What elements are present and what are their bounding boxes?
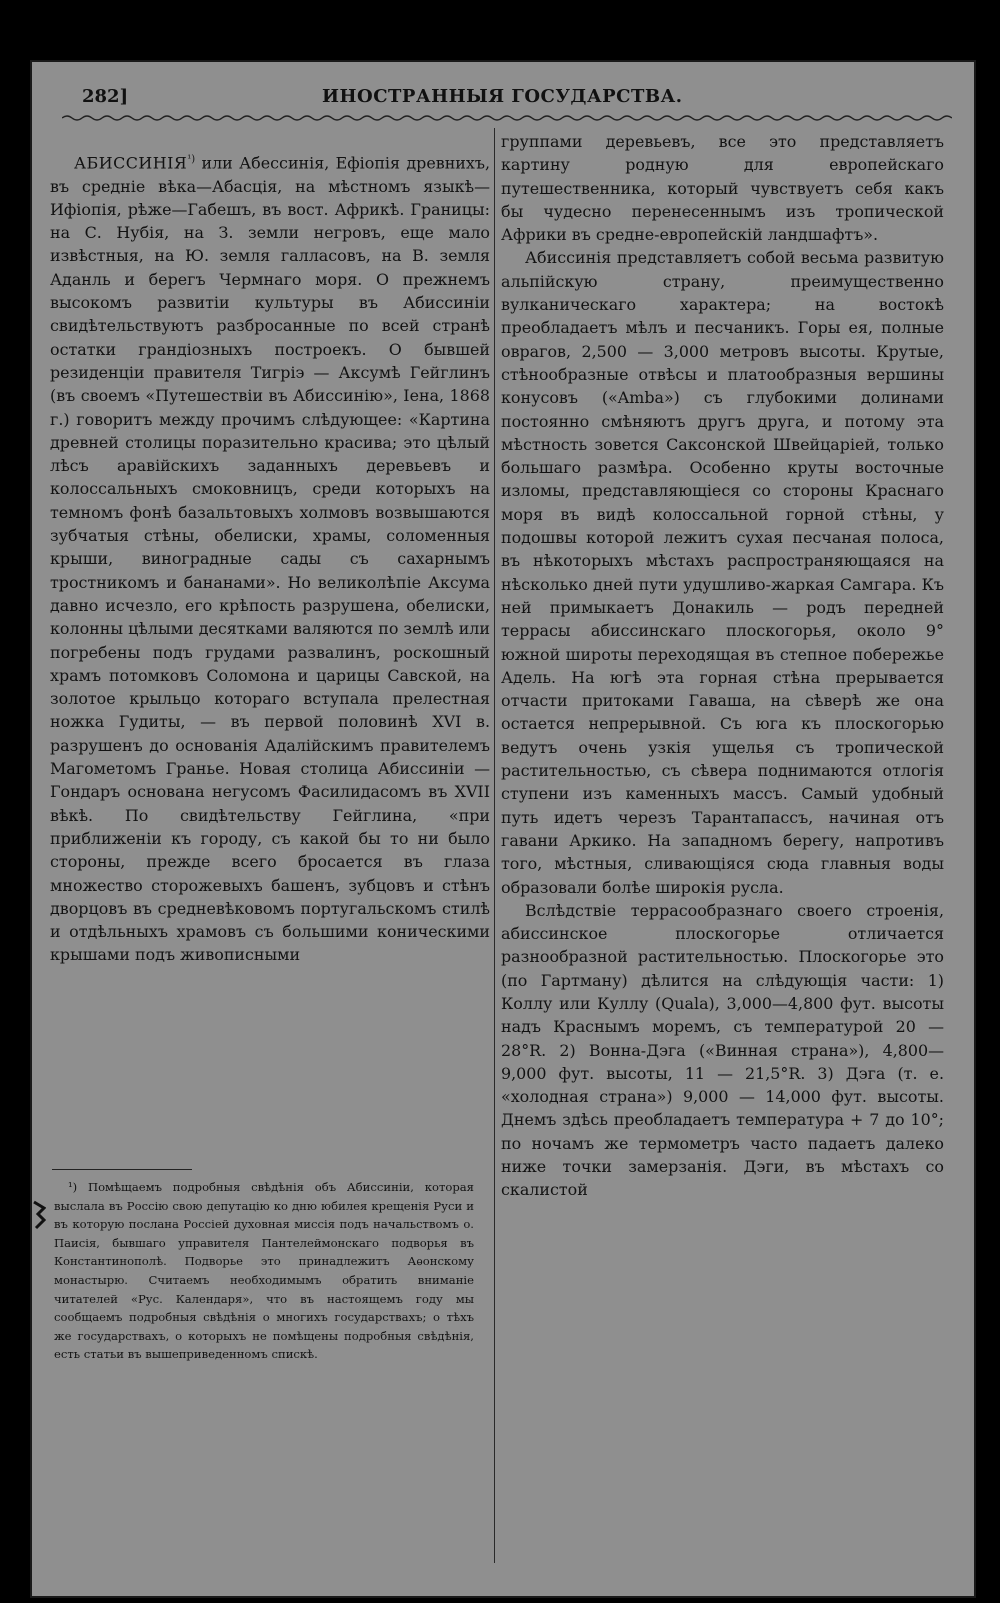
book-page (30, 60, 976, 1598)
article-paragraph (50, 148, 490, 967)
footnote-text: ¹) Помѣщаемъ подробныя свѣдѣнія объ Абиссиніи, которая выслала въ Россію свою депутацію ко дню юбилея крещенія Руси и въ которую послана Россіей духовная миссія подъ начальствомъ о. Паисія, бывшаго управителя Пантелеймонскаго подворья въ Константинополѣ. Подворье это принадлежитъ Аѳонскому монастырю. Считаемъ необходимымъ обратить вниманіе читателей «Рус. Календаря», что въ настоящемъ году мы сообщаемъ подробныя свѣдѣнія о многихъ государствахъ; о тѣхъ же государствахъ, о которыхъ не помѣщены подробныя свѣдѣнія, есть статьи въ вышеприведенномъ спискѣ. (54, 1180, 474, 1362)
running-title: ИНОСТРАННЫЯ ГОСУДАРСТВА. (322, 86, 683, 107)
column-divider (494, 128, 495, 1563)
footnote-ref[interactable]: ¹) (187, 154, 196, 165)
footnote-rule (52, 1169, 192, 1170)
article-text: или Абессинія, Ефіопія древнихъ, въ средніе вѣка—Абасція, на мѣстномъ языкѣ—Ифіопія, рѣже—Габешъ, въ вост. Африкѣ. Границы: на С. Нубія, на З. земли негровъ, еще мало извѣстныя, на Ю. земля галласовъ, на В. земля Аданль и берегъ Чермнаго моря. О прежнемъ высокомъ развитіи культуры въ Абиссиніи свидѣтельствуютъ разбросанные по всей странѣ остатки грандіозныхъ построекъ. О бывшей резиденціи правителя Тигріэ — Аксумѣ Гейглинъ (въ своемъ «Путешествіи въ Абиссинію», Іена, 1868 г.) говоритъ между прочимъ слѣдующее: «Картина древней столицы поразительно красива; это цѣлый лѣсъ аравійскихъ заданныхъ деревьевъ и колоссальныхъ смоковницъ, среди которыхъ на темномъ фонѣ базальтовыхъ холмовъ возвышаются зубчатыя стѣны, обелиски, храмы, соломенныя крыши, виноградные сады съ сахарнымъ тростникомъ и бананами». Но великолѣпіе Аксума давно исчезло, его крѣпость разрушена, обелиски, колонны цѣлыми десятками валяются по землѣ или погребены подъ грудами развалинъ, роскошный храмъ потомковъ Соломона и царицы Савской, на золотое крыльцо котораго вступала прелестная ножка Гудиты, — въ первой половинѣ XVI в. разрушенъ до основанія Адалійскимъ правителемъ Магометомъ Гранье. Новая столица Абиссиніи — Гондаръ основана негусомъ Фасилидасомъ въ XVII вѣкѣ. По свидѣтельству Гейглина, «при приближеніи къ городу, съ какой бы то ни было стороны, прежде всего бросается въ глаза множество сторожевыхъ башенъ, зубцовъ и стѣнъ дворцовъ въ средневѣковомъ португальскомъ стилѣ и отдѣльныхъ храмовъ съ большими коническими крышами подъ живописными (50, 153, 490, 965)
paragraph-vegetation: Вслѣдствіе террасообразнаго своего строенія, абиссинское плоскогорье отличается разнообразной растительностью. Плоскогорье это (по Гартману) дѣлится на слѣдующія части: 1) Коллу или Куллу (Quala), 3,000—4,800 фут. высоты надъ Краснымъ моремъ, съ температурой 20 — 28°R. 2) Вонна-Дэга («Винная страна»), 4,800—9,000 фут. высоты, 11 — 21,5°R. 3) Дэга (т. е. «холодная страна») 9,000 — 14,000 фут. высоты. Днемъ здѣсь преобладаетъ температура + 7 до 10°; по ночамъ же термометръ часто падаетъ далеко ниже точки замерзанія. Дэги, въ мѣстахъ со скалистой (501, 900, 944, 1200)
article-lead-term: АБИССИНІЯ (74, 153, 188, 173)
wavy-rule (62, 114, 952, 122)
paragraph-relief: Абиссинія представляетъ собой весьма развитую альпійскую страну, преимущественно вулканическаго характера; на востокѣ преобладаетъ мѣлъ и песчаникъ. Горы ея, полные оврагов, 2,500 — 3,000 метровъ высоты. Крутые, стѣнообразные отвѣсы и платообразныя вершины конусовъ («Amba») съ глубокими долинами постоянно смѣняютъ другъ друга, и потому эта мѣстность зовется Саксонской Швейцаріей, только большаго размѣра. Особенно круты восточные изломы, представляющіеся со стороны Краснаго моря въ видѣ колоссальной горной стѣны, у подошвы которой лежитъ сухая песчаная полоса, въ нѣкоторыхъ мѣстахъ распространяющаяся на нѣсколько дней пути удушливо-жаркая Самгара. Къ ней примыкаетъ Донакиль — родъ передней террасы абиссинскаго плоскогорья, около 9° южной широты переходящая въ степное побережье Адель. На югѣ эта горная стѣна прерывается отчасти притоками Гаваша, на сѣверѣ же она остается непрерывной. Съ юга къ плоскогорью ведутъ очень узкія ущелья съ тропической растительностью, съ сѣвера поднимаются отлогія ступени изъ каменныхъ массъ. Самый удобный путь идетъ черезъ Тарантапассъ, начиная отъ гавани Аркико. На западномъ берегу, напротивъ того, мѣстныя, сливающіяся сюда главныя воды образовали болѣе широкія русла. (501, 248, 944, 897)
footnote (54, 1178, 474, 1364)
page-number: 282] (82, 86, 129, 107)
page-header (32, 62, 974, 118)
right-column (501, 130, 944, 1202)
paragraph-continuation: группами деревьевъ, все это представляетъ картину родную для европейскаго путешественника, который чувствуетъ себя какъ бы чудесно перенесеннымъ изъ тропической Африки въ средне-европейскій ландшафтъ». (501, 132, 944, 245)
left-column (50, 148, 490, 967)
page-edge-mark-icon (32, 1200, 46, 1230)
